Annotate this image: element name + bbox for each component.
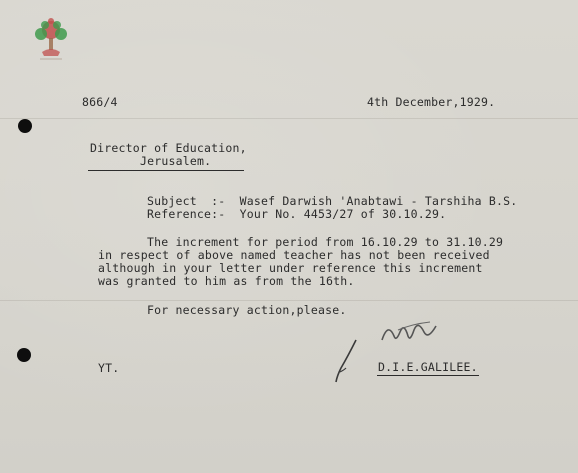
closing-line: For necessary action,please. [147, 303, 347, 317]
reference-number: 866/4 [82, 95, 118, 109]
letter-date: 4th December,1929. [367, 95, 496, 109]
body-line-2: in respect of above named teacher has not been received [98, 248, 490, 262]
signatory-underline [377, 375, 479, 376]
handwritten-signature [378, 314, 444, 348]
paper-fold-line [0, 118, 578, 119]
body-line-4: was granted to him as from the 16th. [98, 274, 355, 288]
recipient-line-2: Jerusalem. [140, 154, 212, 168]
recipient-underline [88, 170, 244, 171]
tree-emblem-icon [30, 16, 72, 62]
reference-line: Reference:- Your No. 4453/27 of 30.10.29. [147, 207, 447, 221]
body-line-1: The increment for period from 16.10.29 to 31.10.29 [147, 235, 504, 249]
signatory-name: D.I.E.GALILEE. [378, 360, 478, 374]
subject-line: Subject :- Wasef Darwish 'Anabtawi - Tarshiha B.S. [147, 194, 518, 208]
typist-initials: YT. [98, 361, 120, 375]
punch-hole-icon [18, 119, 32, 133]
body-line-3: although in your letter under reference this increment [98, 261, 483, 275]
recipient-line-1: Director of Education, [90, 141, 247, 155]
paper-fold-line [0, 300, 578, 301]
punch-hole-icon [17, 348, 31, 362]
handwritten-slash-mark [332, 338, 362, 384]
